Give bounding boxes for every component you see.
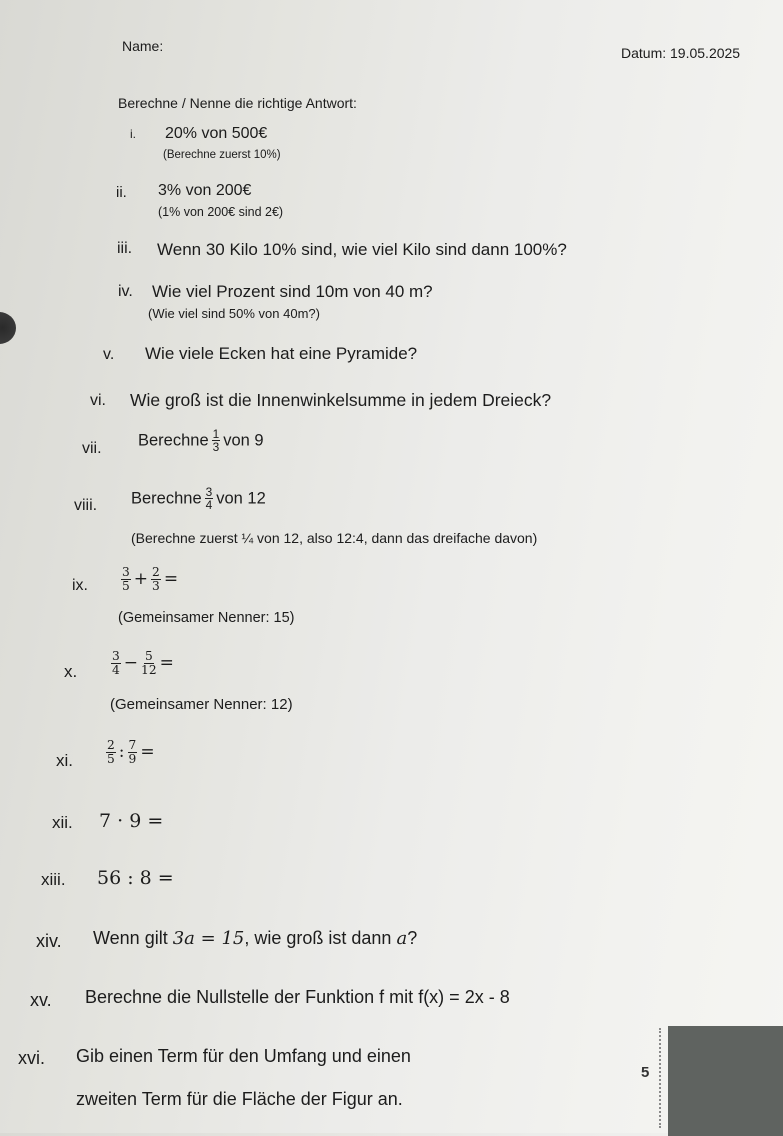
q10-expression (108, 650, 174, 677)
q11-equals: = (140, 741, 155, 762)
q16-line1: Gib einen Term für den Umfang und einen (76, 1046, 411, 1066)
q9-number: ix. (72, 577, 88, 594)
q15-function: f(x) = 2x - 8 (418, 987, 510, 1007)
q14-pre: Wenn gilt (93, 928, 168, 948)
q15-number: xv. (30, 990, 52, 1010)
q11-b-den: 9 (128, 751, 137, 766)
q13-number: xiii. (41, 870, 66, 889)
q8-frac-den: 4 (205, 498, 213, 513)
q10-equals: = (159, 652, 174, 673)
q9-a-num: 3 (122, 565, 130, 579)
q5-number: v. (103, 346, 115, 363)
q11-expression (103, 739, 155, 766)
q11-operator: : (118, 741, 125, 762)
q9-b-den: 3 (152, 578, 160, 593)
figure-side-label: 5 (641, 1064, 650, 1081)
q7-frac-den: 3 (212, 440, 220, 455)
q16-number: xvi. (18, 1048, 45, 1068)
q5-text: Wie viele Ecken hat eine Pyramide? (145, 344, 418, 363)
q14-equation: 3a = 15 (172, 928, 245, 949)
q14-variable: a (396, 928, 408, 949)
q11-b-num: 7 (128, 738, 137, 752)
q7-frac-num: 1 (212, 427, 220, 441)
q1-number: i. (130, 127, 136, 141)
q2-number: ii. (116, 184, 127, 201)
q7-post: von 9 (223, 431, 264, 450)
q7-number: vii. (82, 440, 102, 457)
q8-number: viii. (74, 497, 98, 514)
q4-hint: (Wie viel sind 50% von 40m?) (148, 306, 320, 321)
q9-b-num: 2 (152, 565, 160, 579)
q8-line (131, 486, 266, 512)
q1-hint: (Berechne zuerst 10%) (163, 149, 281, 161)
q6-number: vi. (90, 392, 106, 409)
q12-number: xii. (52, 813, 73, 832)
q10-hint: (Gemeinsamer Nenner: 12) (110, 696, 293, 713)
figure-rectangle (668, 1026, 783, 1136)
q15-text: Berechne die Nullstelle der Funktion f mit (85, 987, 414, 1007)
date-label: Datum: 19.05.2025 (621, 45, 741, 61)
q16-line2: zweiten Term für die Fläche der Figur an. (76, 1089, 403, 1109)
q1-text: 20% von 500€ (165, 125, 268, 142)
q7-pre: Berechne (138, 431, 209, 450)
q13-expression: 56 : 8 = (97, 867, 174, 889)
q10-operator: − (123, 652, 139, 673)
q3-number: iii. (117, 240, 133, 257)
q8-frac-num: 3 (205, 485, 213, 499)
q8-pre: Berechne (131, 489, 202, 508)
name-label: Name: (122, 38, 164, 54)
q14-post: , wie groß ist dann (244, 928, 392, 948)
q2-hint: (1% von 200€ sind 2€) (158, 205, 284, 219)
q10-a-den: 4 (112, 662, 120, 677)
q3-text: Wenn 30 Kilo 10% sind, wie viel Kilo sind dann 100%? (157, 240, 567, 259)
q14-number: xiv. (36, 931, 62, 951)
q8-post: von 12 (216, 489, 266, 508)
q14-line (93, 928, 417, 949)
q12-expression: 7 · 9 = (99, 810, 164, 832)
q2-text: 3% von 200€ (158, 182, 252, 199)
q11-a-den: 5 (107, 751, 115, 766)
q9-hint: (Gemeinsamer Nenner: 15) (118, 610, 295, 626)
q9-operator: + (133, 568, 149, 589)
q9-equals: = (163, 568, 179, 589)
q10-a-num: 3 (112, 649, 120, 663)
q15-line (85, 987, 510, 1008)
instructions: Berechne / Nenne die richtige Antwort: (118, 95, 357, 111)
q9-a-den: 5 (122, 578, 130, 593)
q14-end: ? (407, 928, 418, 948)
q4-number: iv. (118, 283, 133, 300)
q10-number: x. (64, 662, 78, 681)
figure-dimension-line (659, 1028, 661, 1128)
punch-hole (0, 312, 16, 344)
q7-line (138, 428, 264, 454)
q6-text: Wie groß ist die Innenwinkelsumme in jedem Dreieck? (130, 390, 552, 410)
q10-b-num: 5 (144, 649, 153, 663)
q11-a-num: 2 (107, 738, 115, 752)
q9-expression (118, 566, 178, 593)
q4-text: Wie viel Prozent sind 10m von 40 m? (152, 282, 433, 301)
q8-hint: (Berechne zuerst ¼ von 12, also 12:4, dann das dreifache davon) (131, 530, 538, 546)
q11-number: xi. (56, 751, 73, 770)
q10-b-den: 12 (141, 662, 157, 677)
